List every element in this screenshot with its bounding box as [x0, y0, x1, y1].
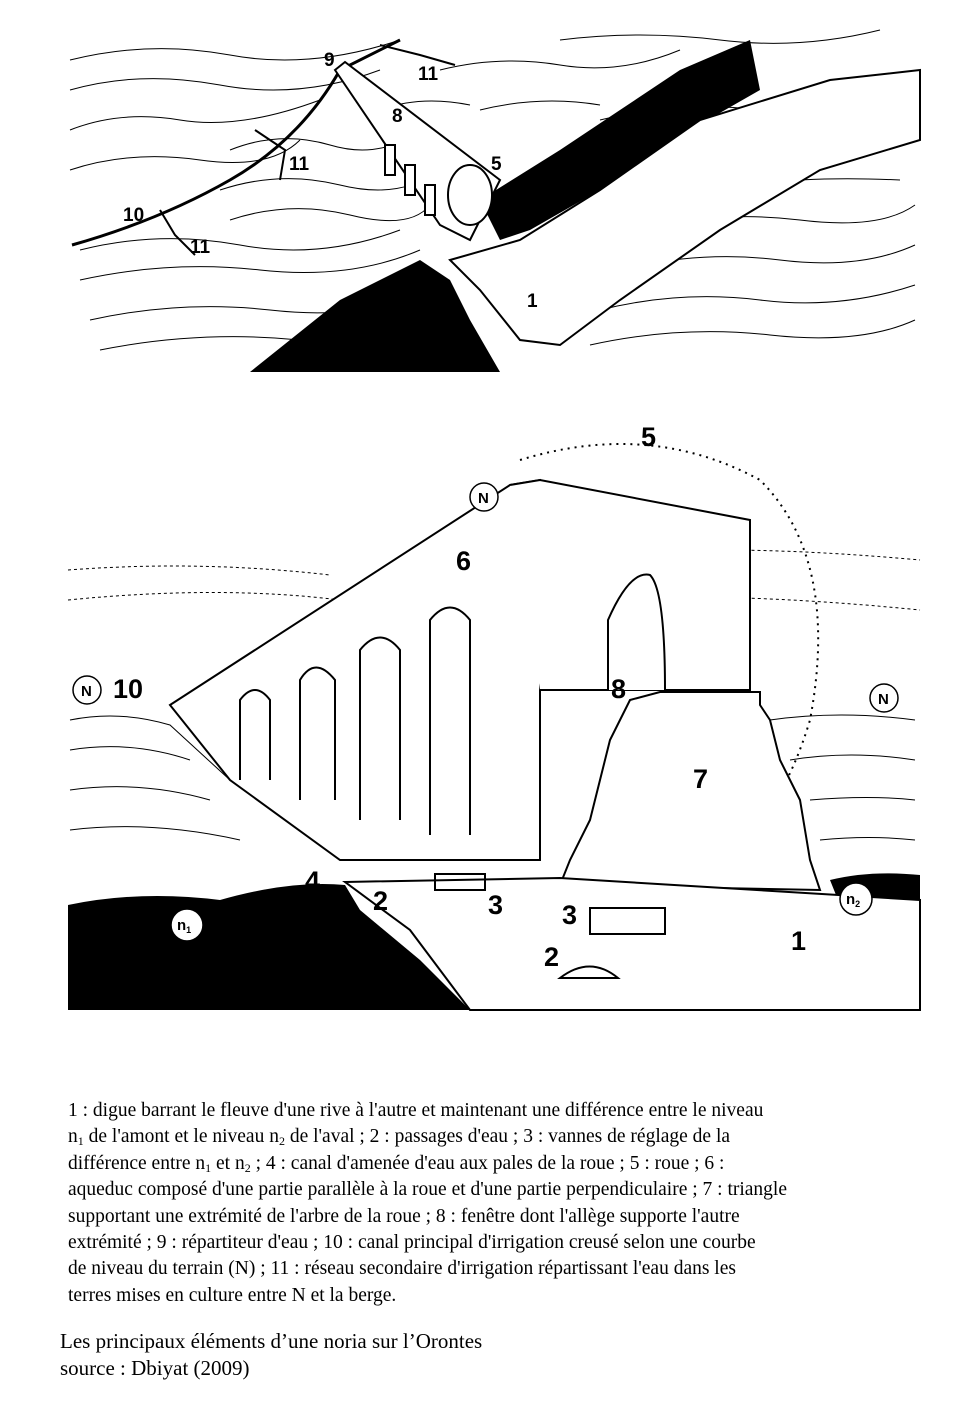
legend-line: 1 : digue barrant le fleuve d'une rive à l'autre et maintenant une différence entre le niveau — [68, 1100, 764, 1121]
n-label-left: N — [81, 683, 92, 700]
label-3-gate-left: 3 — [488, 890, 504, 920]
label-10-canal: 10 — [113, 674, 144, 704]
label-3-gate-right: 3 — [562, 900, 578, 930]
top-label-8: 8 — [392, 106, 403, 127]
legend-line: de niveau du terrain (N) ; 11 : réseau secondaire d'irrigation répartissant l'eau dans les — [68, 1258, 736, 1280]
top-drawing — [70, 30, 920, 372]
top-label-11-b: 11 — [289, 154, 310, 175]
n-label-top: N — [478, 490, 489, 507]
legend-line: terres mises en culture entre N et la berge. — [68, 1284, 397, 1306]
label-4-feed-canal: 4 — [305, 866, 321, 896]
top-label-11-a: 11 — [418, 64, 439, 85]
top-label-1: 1 — [527, 291, 538, 312]
label-2-passage-right: 2 — [544, 942, 560, 972]
n2-label: $n_2$ — [846, 891, 861, 909]
label-1-dam: 1 — [791, 926, 807, 956]
legend — [68, 1098, 921, 1309]
label-2-passage-left: 2 — [373, 886, 389, 916]
legend-line: différence entre $n_1$ et $n_2$ ; 4 : canal d'amenée d'eau aux pales de la roue ; 5 : roue ; 6 : — [68, 1152, 725, 1175]
figure-caption — [60, 1328, 482, 1382]
caption-title: Les principaux éléments d’une noria sur l’Orontes — [60, 1329, 483, 1353]
label-8-window: 8 — [611, 674, 627, 704]
top-label-10: 10 — [123, 205, 145, 226]
stepped-triangle — [560, 692, 820, 890]
bottom-drawing — [68, 422, 920, 1010]
legend-line: extrémité ; 9 : répartiteur d'eau ; 10 : canal principal d'irrigation creusé selon une courbe — [68, 1232, 756, 1254]
label-7-triangle: 7 — [693, 764, 709, 794]
top-label-9: 9 — [324, 50, 335, 71]
legend-line: $n_1$ de l'amont et le niveau $n_2$ de l'aval ; 2 : passages d'eau ; 3 : vannes de réglage de la — [68, 1126, 731, 1149]
legend-line: supportant une extrémité de l'arbre de la roue ; 8 : fenêtre dont l'allège supporte l'autre — [68, 1205, 740, 1227]
top-label-11-c: 11 — [190, 237, 211, 258]
label-6-aqueduct: 6 — [456, 546, 472, 576]
legend-line: aqueduc composé d'une partie parallèle à la roue et d'une partie perpendiculaire ; 7 : triangle — [68, 1179, 787, 1201]
n1-label: $n_1$ — [177, 917, 192, 935]
label-5-wheel: 5 — [641, 422, 657, 452]
n-label-right: N — [878, 691, 889, 708]
caption-source: source : Dbiyat (2009) — [60, 1356, 250, 1380]
aqueduct-plan — [335, 62, 500, 240]
top-label-5: 5 — [491, 154, 502, 175]
